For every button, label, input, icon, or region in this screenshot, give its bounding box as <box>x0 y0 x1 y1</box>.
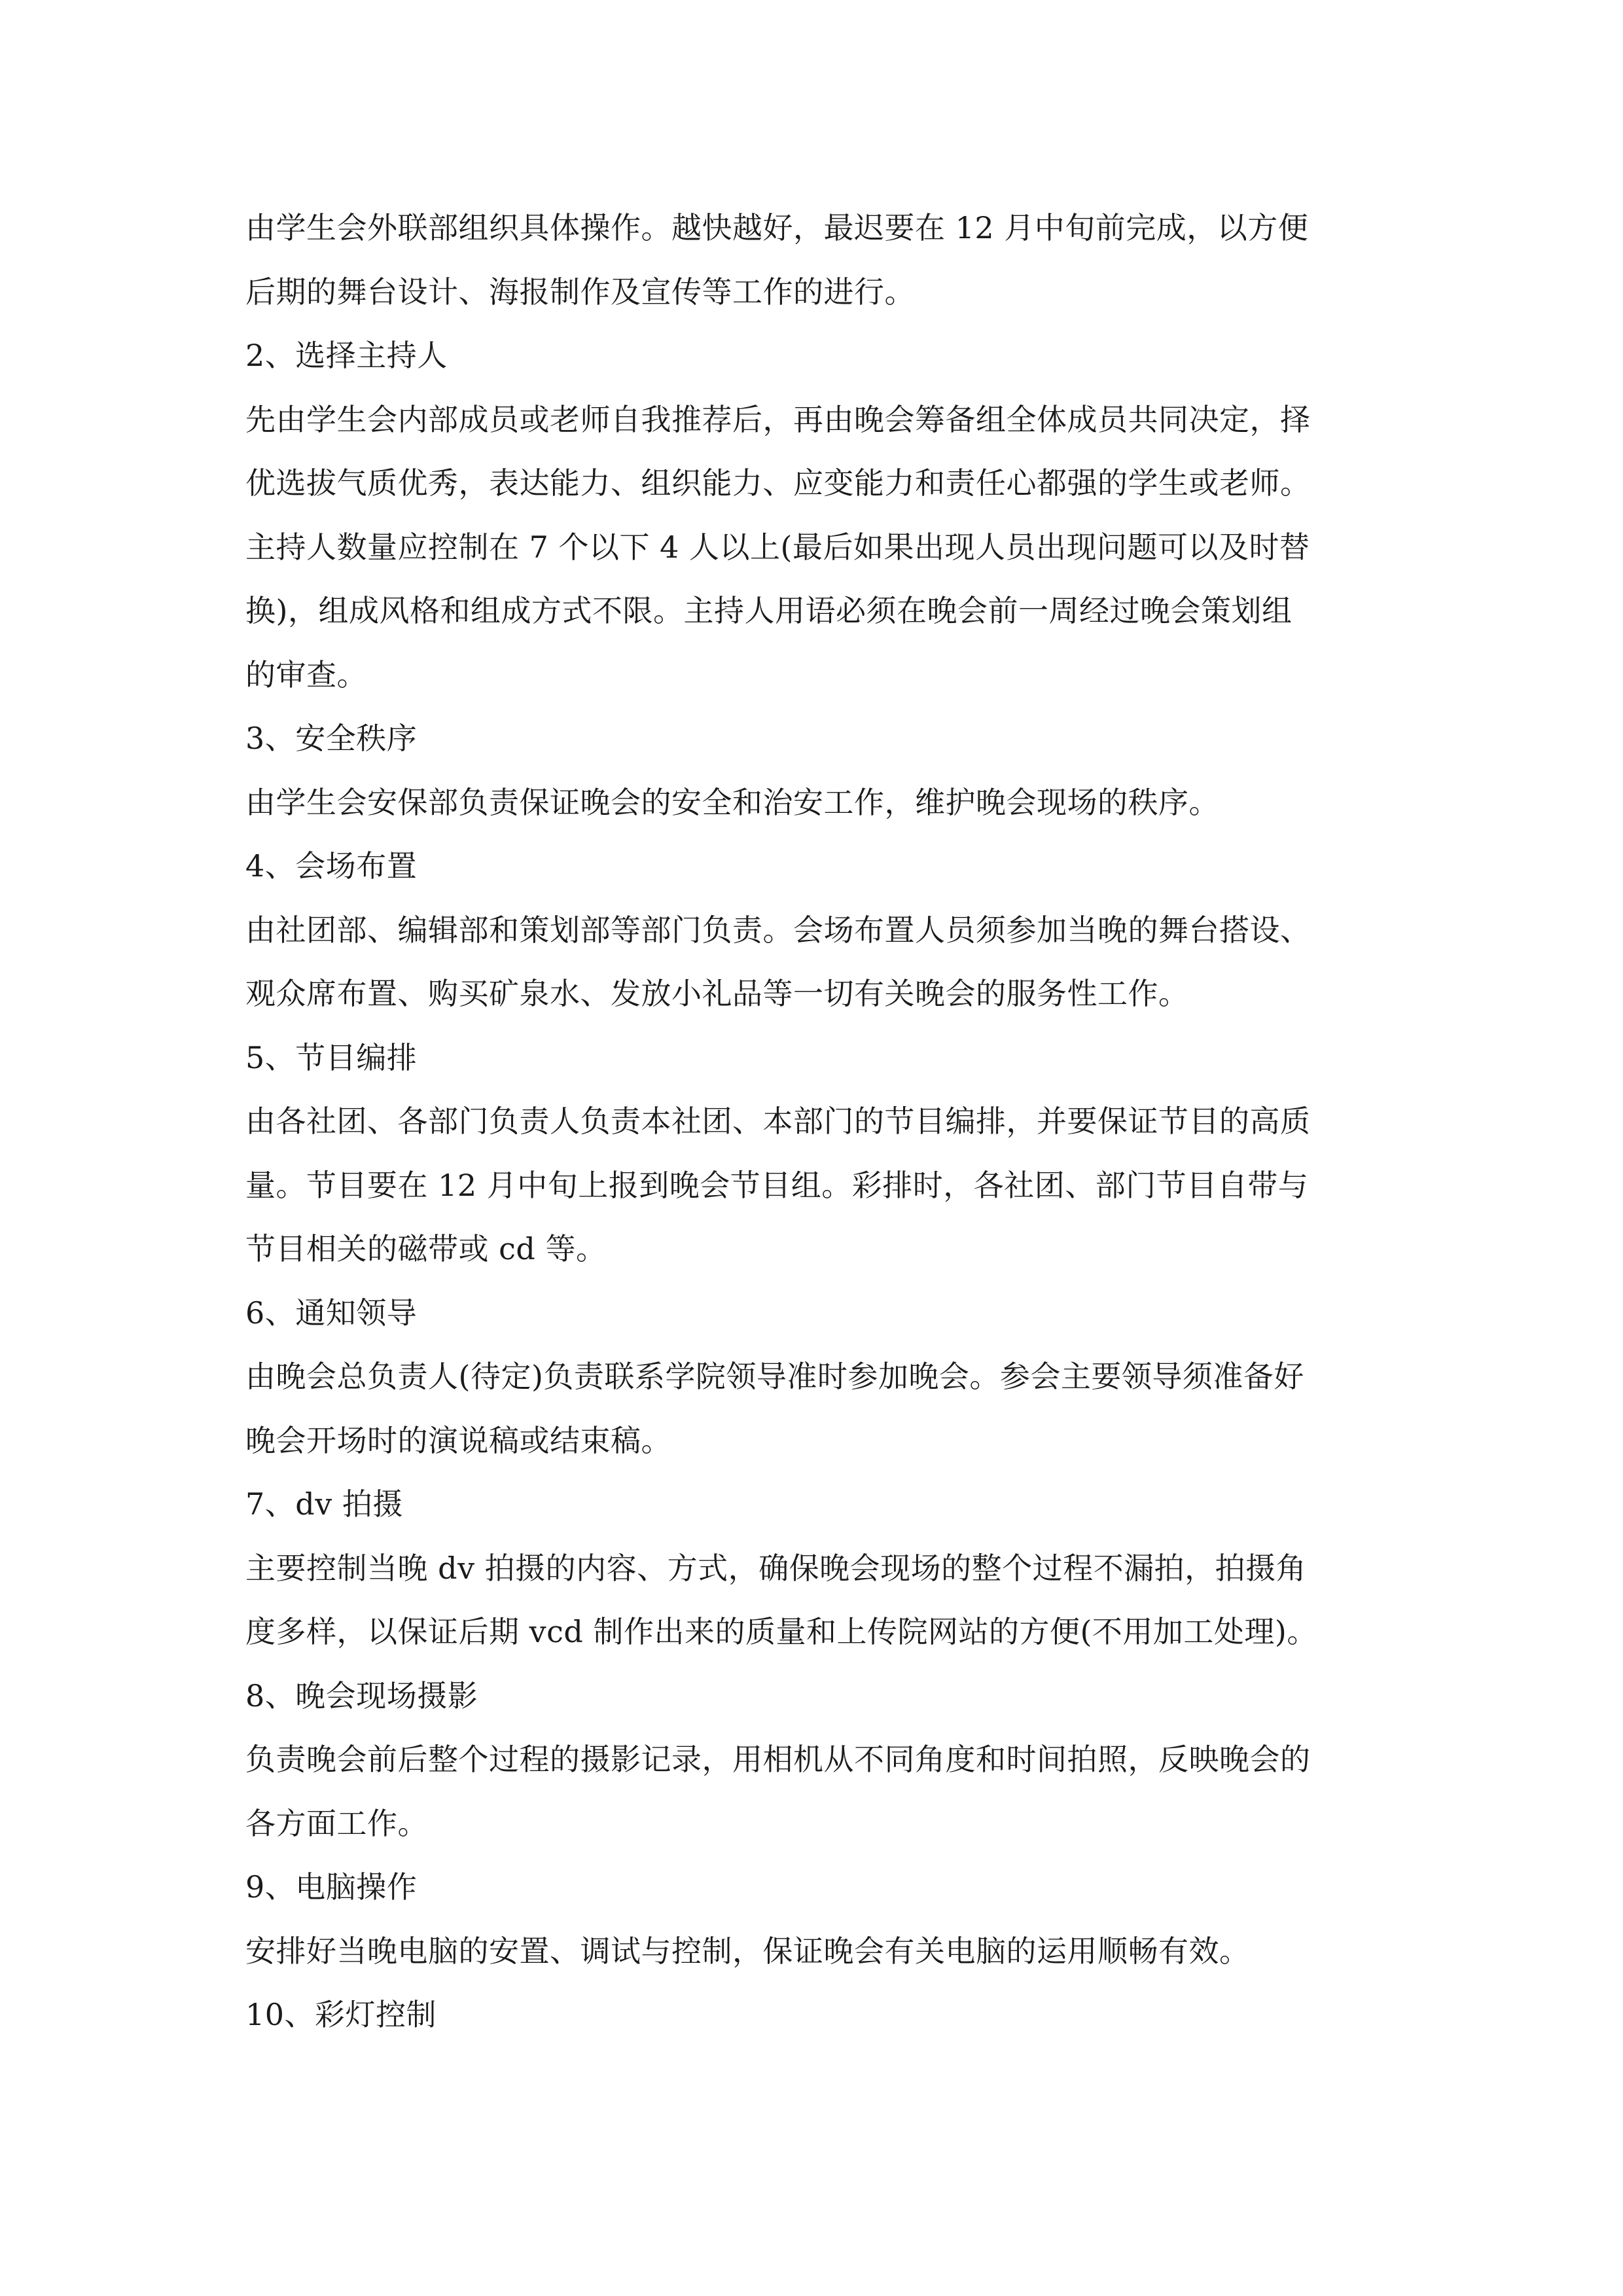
text-line: 优选拔气质优秀，表达能力、组织能力、应变能力和责任心都强的学生或老师。 <box>245 465 1311 501</box>
text-line: 由晚会总负责人(待定)负责联系学院领导准时参加晚会。参会主要领导须准备好 <box>245 1359 1304 1394</box>
section-heading: 7、dv 拍摄 <box>245 1486 403 1522</box>
text-line: 的审查。 <box>245 656 367 692</box>
text-line: 负责晚会前后整个过程的摄影记录，用相机从不同角度和时间拍照，反映晚会的 <box>245 1742 1311 1777</box>
text-line: 观众席布置、购买矿泉水、发放小礼品等一切有关晚会的服务性工作。 <box>245 976 1189 1011</box>
text-line: 安排好当晚电脑的安置、调试与控制，保证晚会有关电脑的运用顺畅有效。 <box>245 1933 1250 1969</box>
text-line: 主要控制当晚 dv 拍摄的内容、方式，确保晚会现场的整个过程不漏拍，拍摄角 <box>245 1550 1307 1586</box>
text-line: 度多样，以保证后期 vcd 制作出来的质量和上传院网站的方便(不用加工处理)。 <box>245 1614 1317 1649</box>
section-heading: 4、会场布置 <box>245 848 418 884</box>
text-line: 晚会开场时的演说稿或结束稿。 <box>245 1422 671 1458</box>
section-heading: 5、节目编排 <box>245 1039 418 1075</box>
section-heading: 2、选择主持人 <box>245 338 448 373</box>
section-heading: 10、彩灯控制 <box>245 1997 437 2032</box>
text-line: 由学生会外联部组织具体操作。越快越好，最迟要在 12 月中旬前完成，以方便 <box>245 210 1309 245</box>
text-line: 由社团部、编辑部和策划部等部门负责。会场布置人员须参加当晚的舞台搭设、 <box>245 912 1311 948</box>
text-line: 由各社团、各部门负责人负责本社团、本部门的节目编排，并要保证节目的高质 <box>245 1103 1311 1139</box>
document-page <box>245 196 1410 2047</box>
text-line: 主持人数量应控制在 7 个以下 4 人以上(最后如果出现人员出现问题可以及时替 <box>245 529 1310 565</box>
section-heading: 6、通知领导 <box>245 1295 418 1331</box>
text-line: 节目相关的磁带或 cd 等。 <box>245 1231 607 1266</box>
section-heading: 3、安全秩序 <box>245 721 418 756</box>
text-line: 各方面工作。 <box>245 1805 428 1841</box>
text-line: 由学生会安保部负责保证晚会的安全和治安工作，维护晚会现场的秩序。 <box>245 784 1219 820</box>
text-line: 量。节目要在 12 月中旬上报到晚会节目组。彩排时，各社团、部门节目自带与 <box>245 1167 1309 1203</box>
section-heading: 8、晚会现场摄影 <box>245 1677 478 1713</box>
text-line: 换)，组成风格和组成方式不限。主持人用语必须在晚会前一周经过晚会策划组 <box>245 593 1293 628</box>
text-line: 后期的舞台设计、海报制作及宣传等工作的进行。 <box>245 274 915 310</box>
text-line: 先由学生会内部成员或老师自我推荐后，再由晚会筹备组全体成员共同决定，择 <box>245 401 1311 437</box>
section-heading: 9、电脑操作 <box>245 1869 418 1905</box>
